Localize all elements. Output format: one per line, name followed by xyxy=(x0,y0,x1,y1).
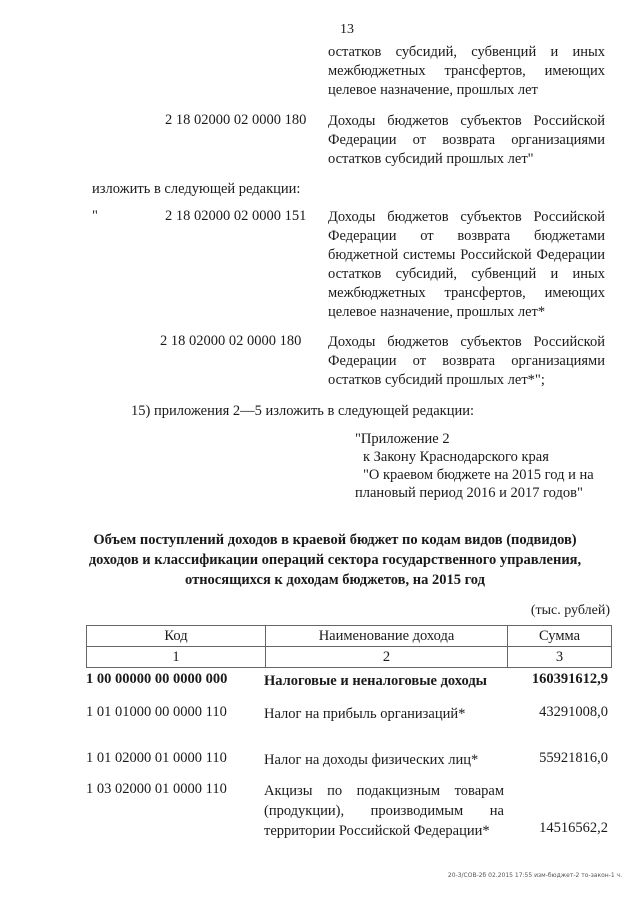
old-row-code: 2 18 02000 02 0000 180 xyxy=(165,112,307,128)
instruction-text: изложить в следующей редакции: xyxy=(92,181,301,197)
row-code: 1 01 02000 01 0000 110 xyxy=(86,750,227,766)
new-row-description-2: Доходы бюджетов субъектов Российской Федерации от возврата организациями остатков субсидий прошлых лет*"; xyxy=(328,334,605,388)
appendix-line-3: "О краевом бюджете на 2015 год и на xyxy=(363,467,594,483)
row-sum: 160391612,9 xyxy=(531,671,608,687)
row-sum: 43291008,0 xyxy=(539,704,608,720)
title-line-3: относящихся к доходам бюджетов, на 2015 год xyxy=(185,572,485,588)
appendix-line-4: плановый период 2016 и 2017 годов" xyxy=(355,485,583,501)
row-code: 1 03 02000 01 0000 110 xyxy=(86,781,227,797)
col-header-sum: Сумма xyxy=(508,626,612,647)
table-row xyxy=(86,671,612,693)
new-row-code-2: 2 18 02000 02 0000 180 xyxy=(160,333,302,349)
old-text-continuation: остатков субсидий, субвенций и иных межбюджетных трансфертов, имеющих целевое назначение, прошлых лет xyxy=(328,44,605,98)
open-quote: " xyxy=(92,208,98,224)
col-header-name: Наименование дохода xyxy=(266,626,508,647)
appendix-line-2: к Закону Краснодарского края xyxy=(363,449,549,465)
row-code: 1 01 01000 00 0000 110 xyxy=(86,704,227,720)
row-name: Налоговые и неналоговые доходы xyxy=(264,673,487,689)
row-code: 1 00 00000 00 0000 000 xyxy=(86,671,228,687)
page-number: 13 xyxy=(340,22,354,37)
col-number-3: 3 xyxy=(508,647,612,668)
row-name: Налог на прибыль организаций* xyxy=(264,706,466,722)
row-name: Налог на доходы физических лиц* xyxy=(264,752,479,768)
title-line-1: Объем поступлений доходов в краевой бюджет по кодам видов (подвидов) xyxy=(93,532,577,548)
revenue-table-header xyxy=(86,625,612,668)
col-header-code: Код xyxy=(87,626,266,647)
new-row-code-1: 2 18 02000 02 0000 151 xyxy=(165,208,307,224)
row-sum: 55921816,0 xyxy=(539,750,608,766)
column-number-row xyxy=(87,647,612,668)
appendix-caption xyxy=(355,430,594,502)
title-line-2: доходов и классификации операций сектора государственного управления, xyxy=(88,552,582,568)
footer-stamp: 20-3/СОВ-2б 02.2015 17:55 изм-бюджет-2 то-закон-1 ч. xyxy=(447,872,622,879)
table-row xyxy=(86,750,612,772)
col-number-2: 2 xyxy=(266,647,508,668)
old-row-description: Доходы бюджетов субъектов Российской Федерации от возврата организациями остатков субсидий прошлых лет" xyxy=(328,113,605,167)
appendix-line-1: "Приложение 2 xyxy=(355,431,450,447)
col-number-1: 1 xyxy=(87,647,266,668)
new-row-description-1: Доходы бюджетов субъектов Российской Федерации от возврата бюджетами бюджетной системы Российской Федерации остатков субсидий, субвенций и иных межбюджетных трансфертов, имеющих целевое назначение, прошлых лет* xyxy=(328,209,605,320)
unit-label: (тыс. рублей) xyxy=(530,603,610,618)
table-row xyxy=(86,781,612,843)
table-row xyxy=(86,704,612,726)
row-name: Акцизы по подакцизным товарам (продукции), производимым на территории Российской Федерации* xyxy=(264,783,504,839)
appendix-title xyxy=(70,530,600,590)
row-sum: 14516562,2 xyxy=(539,820,608,836)
item-15-text: 15) приложения 2—5 изложить в следующей редакции: xyxy=(131,403,475,419)
header-row xyxy=(87,626,612,647)
